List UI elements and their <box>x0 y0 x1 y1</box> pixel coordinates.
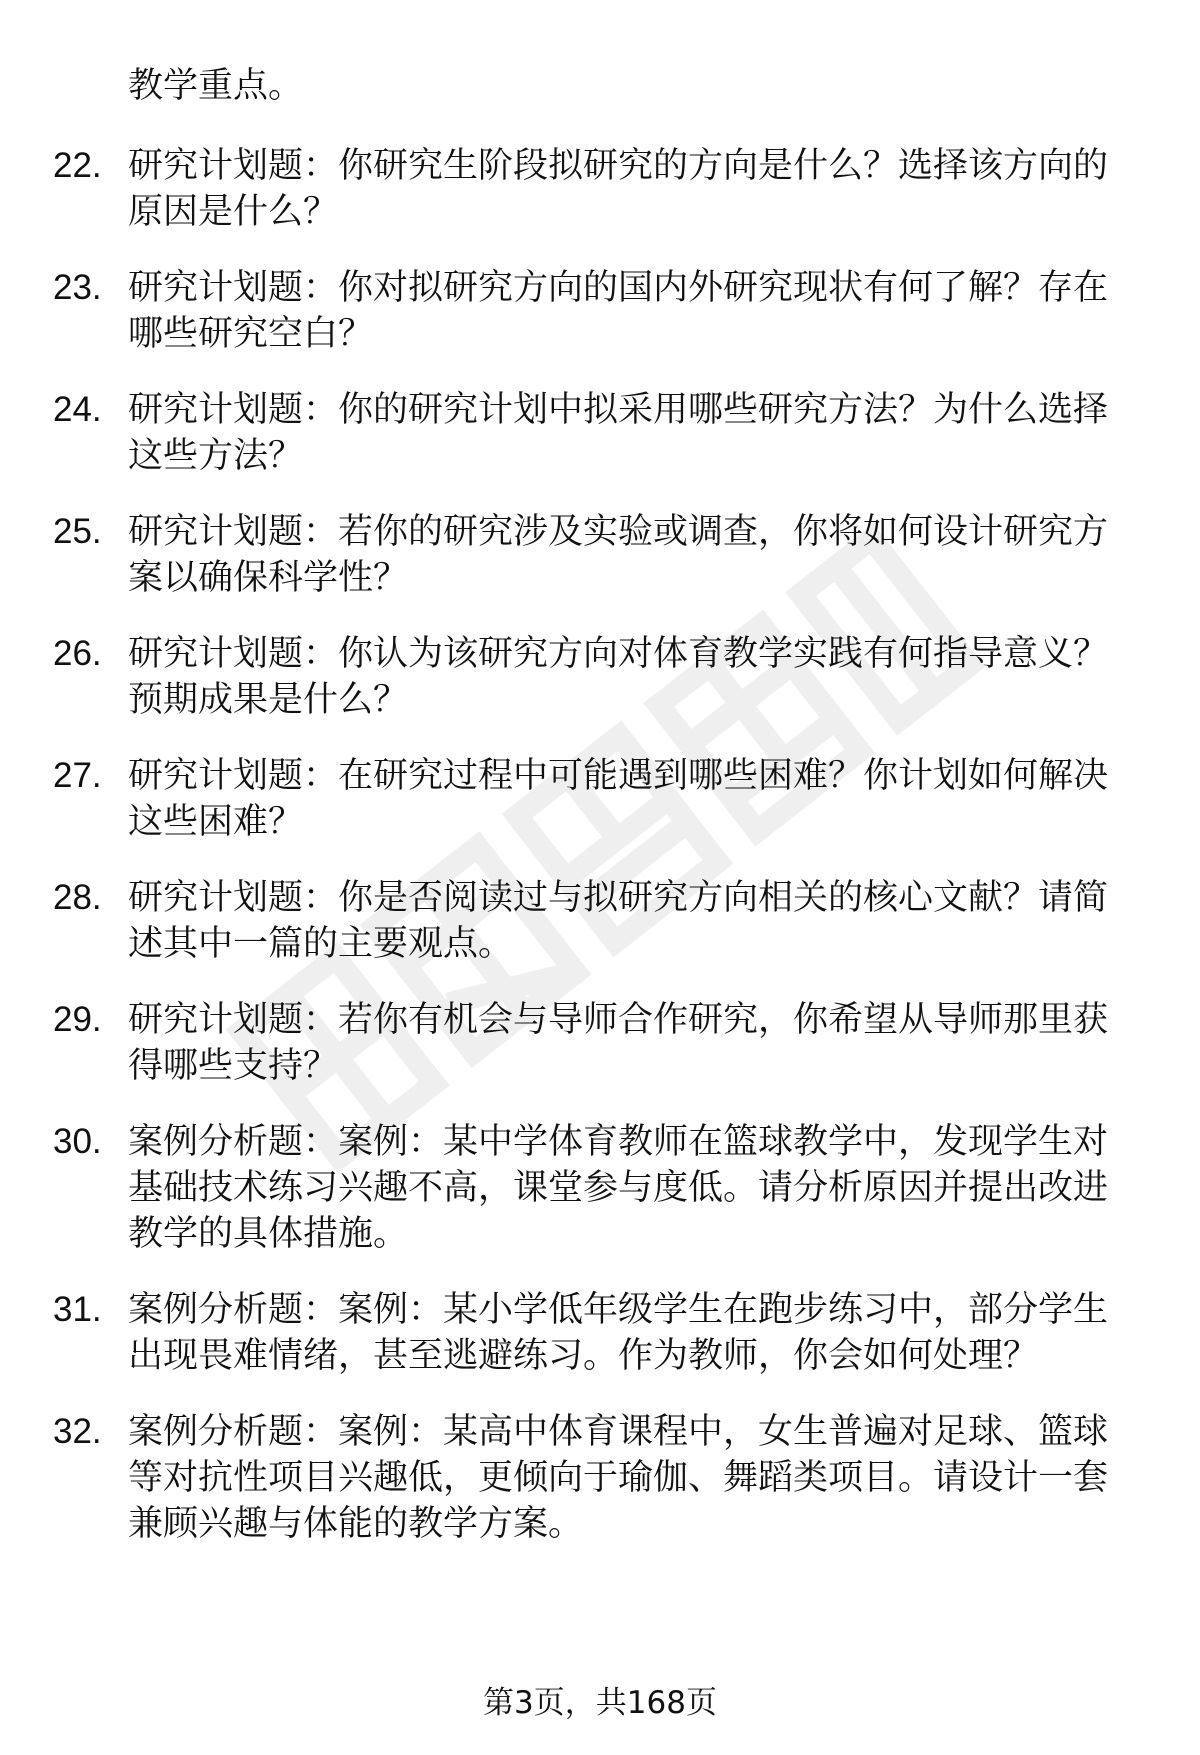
list-item <box>0 753 1200 845</box>
list-item <box>0 387 1200 479</box>
question-number: 31. <box>53 1290 102 1329</box>
question-number: 23. <box>53 268 102 307</box>
list-item <box>0 509 1200 601</box>
question-number: 32. <box>53 1412 102 1451</box>
question-text: 研究计划题：你的研究计划中拟采用哪些研究方法？为什么选择这些方法？ <box>128 390 1109 476</box>
question-text: 研究计划题：你对拟研究方向的国内外研究现状有何了解？存在哪些研究空白？ <box>128 268 1109 354</box>
question-text: 案例分析题：案例：某小学低年级学生在跑步练习中，部分学生出现畏难情绪，甚至逃避练习。作为教师，你会如何处理？ <box>128 1290 1109 1376</box>
question-number: 28. <box>53 878 102 917</box>
question-text: 研究计划题：你是否阅读过与拟研究方向相关的核心文献？请简述其中一篇的主要观点。 <box>128 878 1109 964</box>
question-text: 研究计划题：若你的研究涉及实验或调查，你将如何设计研究方案以确保科学性？ <box>128 512 1109 598</box>
question-text: 研究计划题：你研究生阶段拟研究的方向是什么？选择该方向的原因是什么？ <box>128 146 1109 232</box>
list-item <box>0 1287 1200 1379</box>
page-number: 第3页，共168页 <box>483 1685 717 1721</box>
question-text: 案例分析题：案例：某中学体育教师在篮球教学中，发现学生对基础技术练习兴趣不高，课堂参与度低。请分析原因并提出改进教学的具体措施。 <box>128 1122 1109 1254</box>
list-item <box>0 631 1200 723</box>
list-item <box>0 997 1200 1089</box>
question-number: 22. <box>53 146 102 185</box>
list-item <box>0 1409 1200 1547</box>
list-item <box>0 875 1200 967</box>
question-text: 案例分析题：案例：某高中体育课程中，女生普遍对足球、篮球等对抗性项目兴趣低，更倾向于瑜伽、舞蹈类项目。请设计一套兼顾兴趣与体能的教学方案。 <box>128 1412 1109 1544</box>
question-number: 26. <box>53 634 102 673</box>
continuation-text: 教学重点。 <box>128 66 304 106</box>
list-item <box>0 265 1200 357</box>
question-list <box>0 143 1200 1577</box>
question-number: 30. <box>53 1122 102 1161</box>
question-text: 研究计划题：若你有机会与导师合作研究，你希望从导师那里获得哪些支持？ <box>128 1000 1109 1086</box>
question-text: 研究计划题：你认为该研究方向对体育教学实践有何指导意义？预期成果是什么？ <box>128 634 1109 720</box>
question-number: 25. <box>53 512 102 551</box>
question-number: 24. <box>53 390 102 429</box>
list-item <box>0 143 1200 235</box>
question-number: 27. <box>53 756 102 795</box>
question-number: 29. <box>53 1000 102 1039</box>
list-item <box>0 1119 1200 1257</box>
question-text: 研究计划题：在研究过程中可能遇到哪些困难？你计划如何解决这些困难？ <box>128 756 1109 842</box>
